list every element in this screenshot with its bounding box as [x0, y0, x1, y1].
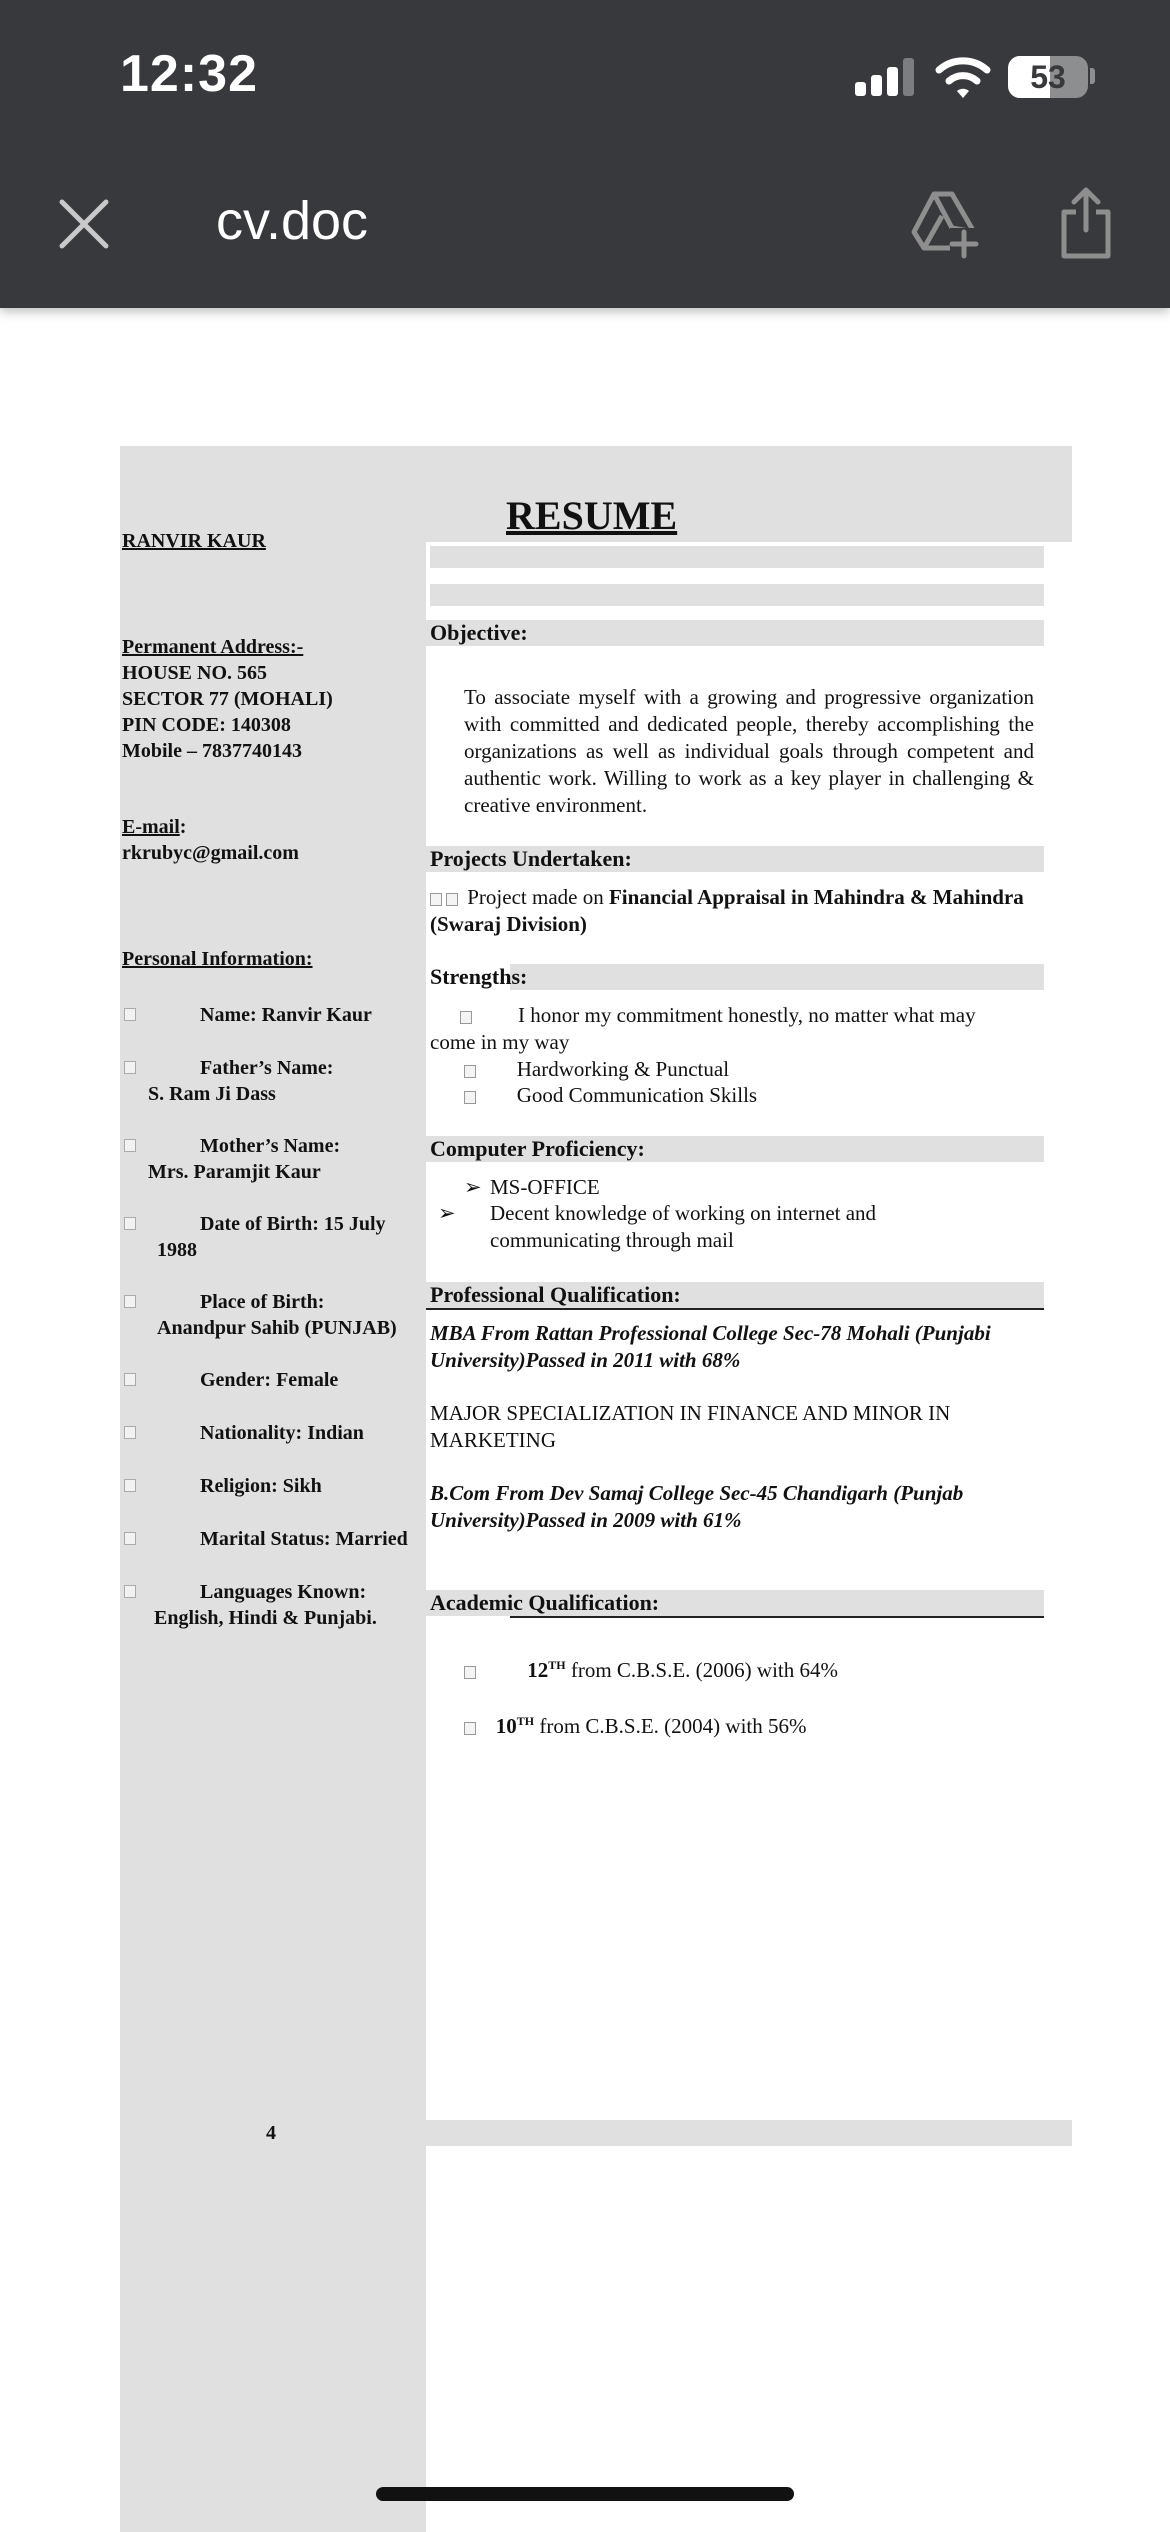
mba-qualification: MBA From Rattan Professional College Sec-78 Mohali (Punjabi University)Passed in 2011 with 68% [430, 1321, 991, 1372]
footer-band [426, 2120, 1072, 2146]
strength-item [464, 1056, 729, 1083]
project-prefix: Project made on [467, 885, 609, 909]
strength-text: Good Communication Skills [516, 1083, 758, 1107]
app-header [0, 0, 1170, 308]
mother-name-label: Mother’s Name: [200, 1135, 341, 1157]
arrow-bullet-icon: ➢ [438, 1201, 456, 1225]
strengths-band [510, 964, 1044, 990]
status-time: 12:32 [120, 45, 258, 103]
strengths-label: Strengths: [430, 964, 528, 989]
candidate-name: RANVIR KAUR [122, 530, 266, 552]
bullet-icon [124, 1585, 136, 1598]
cellular-signal-icon [855, 58, 915, 96]
battery-icon [1008, 56, 1088, 98]
address-line: PIN CODE: 140308 [122, 714, 291, 736]
share-icon[interactable] [1058, 186, 1114, 260]
computer-item [438, 1200, 950, 1254]
bcom-qualification: B.Com From Dev Samaj College Sec-45 Chandigarh (Punjab University)Passed in 2009 with 61% [430, 1481, 964, 1532]
email-label-row [122, 814, 186, 840]
strength-text: I honor my commitment honestly, no matter what may come in my way [430, 1003, 976, 1054]
bullet-icon [124, 1217, 136, 1230]
email-label: E-mail [122, 816, 180, 838]
grade-suffix: TH [548, 1658, 566, 1672]
grade-12: 12 [527, 1658, 549, 1682]
computer-text: Decent knowledge of working on internet and communicating through mail [490, 1201, 877, 1252]
bullet-icon [446, 893, 458, 906]
academic-text: from C.B.S.E. (2004) with 56% [534, 1714, 807, 1738]
bullet-icon [464, 1091, 476, 1104]
bullet-icon [124, 1426, 136, 1439]
battery-nub [1090, 68, 1095, 84]
computer-text: MS-OFFICE [490, 1175, 600, 1199]
add-to-drive-icon[interactable] [908, 188, 980, 260]
languages-value: English, Hindi & Punjabi. [154, 1607, 377, 1629]
father-name-label: Father’s Name: [200, 1057, 334, 1079]
bullet-icon [124, 1008, 136, 1021]
religion: Religion: Sikh [200, 1475, 322, 1497]
bullet-icon [124, 1373, 136, 1386]
resume-heading: RESUME [506, 493, 678, 538]
battery-percent: 53 [1030, 59, 1066, 95]
address-line: Mobile – 7837740143 [122, 740, 302, 762]
computer-item [464, 1174, 600, 1201]
mother-name-value: Mrs. Paramjit Kaur [148, 1161, 321, 1183]
pob-label: Place of Birth: [200, 1291, 325, 1313]
divider [510, 1616, 1044, 1618]
personal-info-label: Personal Information: [122, 948, 313, 970]
home-indicator[interactable] [376, 2487, 794, 2501]
strength-text: Hardworking & Punctual [516, 1057, 730, 1081]
grade-10: 10 [495, 1714, 517, 1738]
email-value: rkrubyc@gmail.com [122, 842, 299, 864]
projects-label: Projects Undertaken: [430, 846, 632, 871]
personal-name: Name: Ranvir Kaur [200, 1004, 372, 1026]
bullet-icon [430, 893, 442, 906]
project-item [430, 884, 1044, 938]
bullet-icon [124, 1532, 136, 1545]
grade-suffix: TH [516, 1714, 535, 1728]
professional-label: Professional Qualification: [430, 1282, 681, 1307]
page-number: 4 [266, 2122, 276, 2144]
marital-status: Marital Status: Married [200, 1528, 408, 1550]
header-band-3 [430, 584, 1044, 606]
strength-item [464, 1082, 757, 1109]
bullet-icon [124, 1295, 136, 1308]
objective-label: Objective: [430, 620, 528, 645]
bullet-icon [464, 1065, 476, 1078]
academic-text: from C.B.S.E. (2006) with 64% [565, 1658, 838, 1682]
nationality: Nationality: Indian [200, 1422, 364, 1444]
wifi-icon [935, 54, 991, 100]
dob-year: 1988 [157, 1239, 197, 1261]
document-page [120, 446, 1072, 2532]
objective-text: To associate myself with a growing and progressive organization with committed and dedicated people, thereby accomplishing the organizations as well as individual goals through competent and authentic work. Willing to work as a key player in challenging & creative environment. [464, 685, 1034, 817]
father-name-value: S. Ram Ji Dass [148, 1083, 276, 1105]
strength-item [430, 1002, 990, 1056]
academic-item [464, 1652, 838, 1684]
bullet-icon [124, 1139, 136, 1152]
header-band-2 [430, 546, 1044, 568]
address-line: HOUSE NO. 565 [122, 662, 268, 684]
gender: Gender: Female [200, 1369, 339, 1391]
academic-label: Academic Qualification: [430, 1590, 660, 1615]
close-icon[interactable] [56, 196, 112, 252]
languages-label: Languages Known: [200, 1581, 367, 1603]
academic-item [464, 1708, 807, 1740]
bullet-icon [464, 1666, 476, 1679]
document-title: cv.doc [216, 191, 369, 251]
address-label: Permanent Address:- [122, 636, 304, 658]
bullet-icon [460, 1011, 472, 1024]
email-colon: : [179, 816, 187, 838]
address-line: SECTOR 77 (MOHALI) [122, 688, 333, 710]
bullet-icon [124, 1061, 136, 1074]
dob-label: Date of Birth: 15 July [200, 1213, 386, 1235]
bullet-icon [464, 1722, 476, 1735]
divider [426, 1308, 1044, 1310]
arrow-bullet-icon: ➢ [464, 1175, 482, 1199]
pob-value: Anandpur Sahib (PUNJAB) [157, 1317, 397, 1339]
bullet-icon [124, 1479, 136, 1492]
computer-label: Computer Proficiency: [430, 1136, 645, 1161]
project-title: Financial Appraisal in Mahindra & Mahindra (Swaraj Division) [430, 885, 1024, 936]
specialization: MAJOR SPECIALIZATION IN FINANCE AND MINOR IN MARKETING [430, 1401, 951, 1452]
